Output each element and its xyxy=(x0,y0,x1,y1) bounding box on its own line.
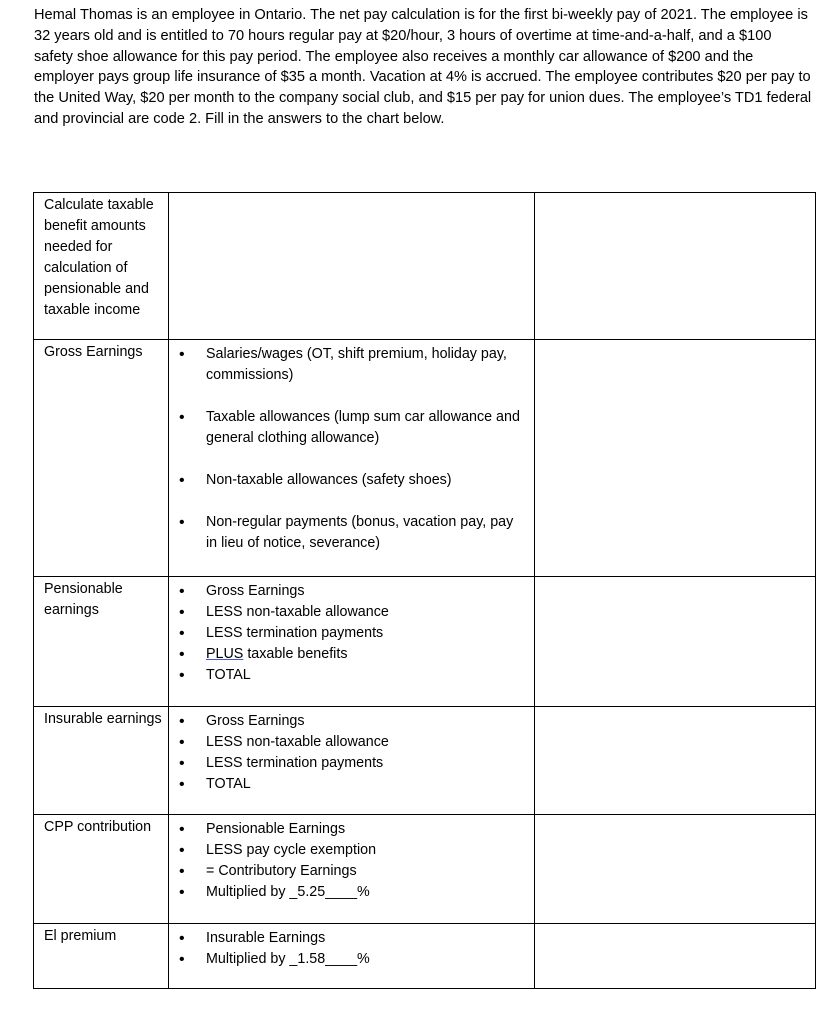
list-item: • = Contributory Earnings xyxy=(169,861,524,882)
answer-cell-pensionable-earnings[interactable] xyxy=(535,577,816,707)
plus-taxable-benefits-text: taxable benefits xyxy=(243,646,348,662)
list-item: • Non-taxable allowances (safety shoes) xyxy=(169,470,524,491)
list-item: • Multiplied by _1.58____% xyxy=(169,949,524,970)
table-row-gross-earnings xyxy=(34,340,816,577)
list-item: • Taxable allowances (lump sum car allowance and general clothing allowance) xyxy=(169,407,524,449)
description-cell-gross-earnings xyxy=(169,340,535,577)
list-item: • LESS termination payments xyxy=(169,753,524,774)
list-item: • TOTAL xyxy=(169,665,524,686)
answer-cell-ei-premium[interactable] xyxy=(535,924,816,989)
description-cell-cpp-contribution xyxy=(169,815,535,924)
row-label-ei-premium: El premium xyxy=(34,924,169,989)
list-item xyxy=(169,644,524,665)
answer-cell-insurable-earnings[interactable] xyxy=(535,707,816,815)
table-row-taxable-benefit xyxy=(34,193,816,340)
description-cell-ei-premium xyxy=(169,924,535,989)
row-label-cpp-contribution: CPP contribution xyxy=(34,815,169,924)
table-row-ei-premium xyxy=(34,924,816,989)
list-item: • Pensionable Earnings xyxy=(169,819,524,840)
row-label-pensionable-earnings: Pensionable earnings xyxy=(34,577,169,707)
list-item: • Gross Earnings xyxy=(169,711,524,732)
list-item: • LESS non-taxable allowance xyxy=(169,732,524,753)
answer-cell-gross-earnings[interactable] xyxy=(535,340,816,577)
row-label-taxable-benefit: Calculate taxable benefit amounts needed for calculation of pensionable and taxable income xyxy=(34,193,169,340)
list-item: • Non-regular payments (bonus, vacation pay, pay in lieu of notice, severance) xyxy=(169,512,524,554)
instructions-paragraph: Hemal Thomas is an employee in Ontario. The net pay calculation is for the first bi-weekly pay of 2021. The employee is 32 years old and is entitled to 70 hours regular pay at $20/hour, 3 hours of overtime at time-and-a-half, and a $100 safety shoe allowance for this pay period. The employee also receives a monthly car allowance of $200 and the employer pays group life insurance of $35 a month. Vacation at 4% is accrued. The employee contributes $20 per pay to the United Way, $20 per month to the company social club, and $15 per pay for union dues. The employee’s TD1 federal and provincial are code 2. Fill in the answers to the chart below. xyxy=(34,7,812,127)
payroll-chart-table xyxy=(33,192,816,989)
row-label-insurable-earnings: Insurable earnings xyxy=(34,707,169,815)
list-item: • Insurable Earnings xyxy=(169,928,524,949)
description-cell-taxable-benefit xyxy=(169,193,535,340)
description-cell-insurable-earnings xyxy=(169,707,535,815)
plus-underlined-word: PLUS xyxy=(206,646,244,662)
table-row-pensionable-earnings xyxy=(34,577,816,707)
list-item: • LESS pay cycle exemption xyxy=(169,840,524,861)
row-label-gross-earnings: Gross Earnings xyxy=(34,340,169,577)
list-item: • Multiplied by _5.25____% xyxy=(169,882,524,903)
answer-cell-cpp-contribution[interactable] xyxy=(535,815,816,924)
description-cell-pensionable-earnings xyxy=(169,577,535,707)
list-item: • TOTAL xyxy=(169,774,524,795)
table-row-cpp-contribution xyxy=(34,815,816,924)
table-row-insurable-earnings xyxy=(34,707,816,815)
answer-cell-taxable-benefit[interactable] xyxy=(535,193,816,340)
list-item: • LESS non-taxable allowance xyxy=(169,602,524,623)
list-item: • Salaries/wages (OT, shift premium, holiday pay, commissions) xyxy=(169,344,524,386)
list-item: • LESS termination payments xyxy=(169,623,524,644)
list-item: • Gross Earnings xyxy=(169,581,524,602)
